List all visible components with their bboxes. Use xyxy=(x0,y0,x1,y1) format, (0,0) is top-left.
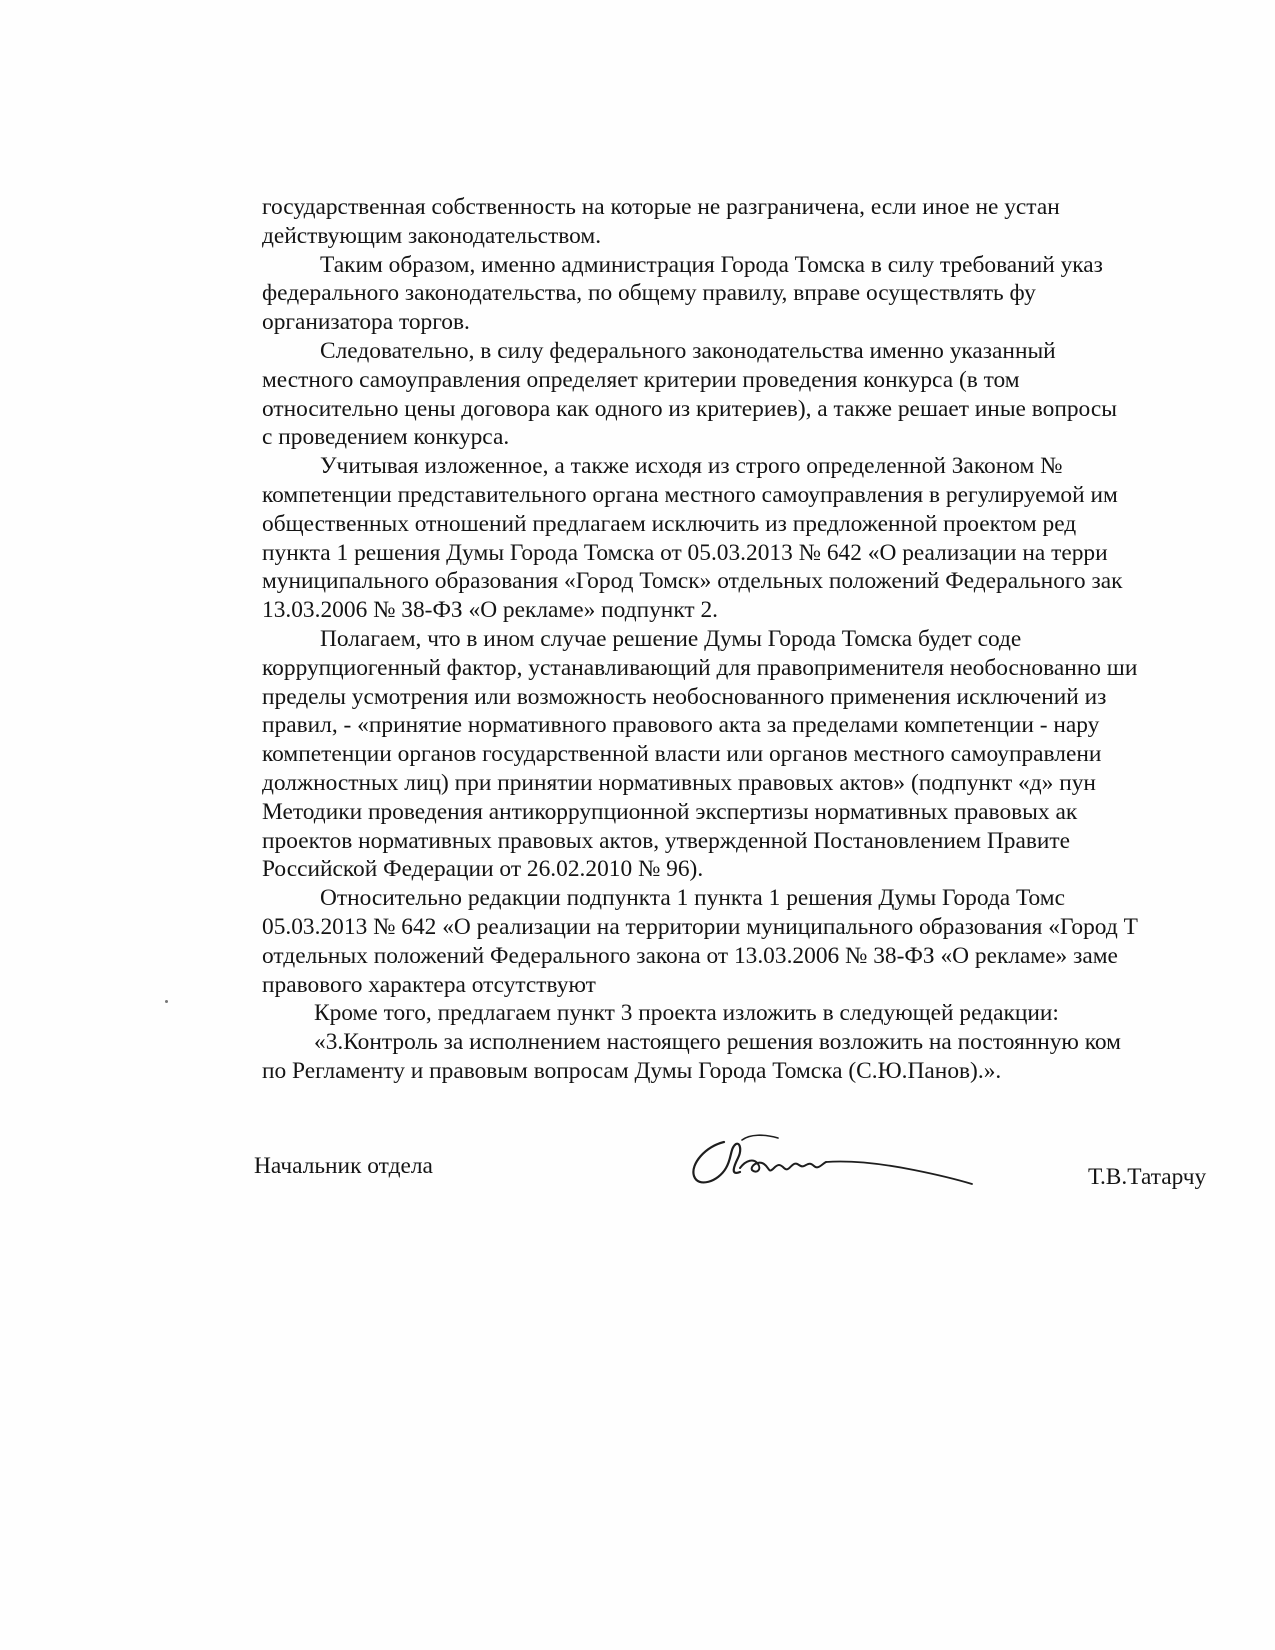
document-body xyxy=(262,193,1275,1183)
text-line: «3.Контроль за исполнением настоящего решения возложить на постоянную ком xyxy=(314,1029,1121,1056)
text-line: 13.03.2006 № 38-ФЗ «О рекламе» подпункт 2. xyxy=(262,597,718,624)
text-line: компетенции органов государственной власти или органов местного самоуправлени xyxy=(262,741,1102,768)
text-line: Кроме того, предлагаем пункт 3 проекта изложить в следующей редакции: xyxy=(314,1000,1059,1027)
paragraph xyxy=(262,193,1275,251)
handwritten-signature xyxy=(684,1124,984,1204)
paragraph xyxy=(262,999,1275,1028)
signatory-position: Начальник отдела xyxy=(254,1153,433,1179)
text-line: общественных отношений предлагаем исключить из предложенной проектом ред xyxy=(262,510,1077,537)
text-line: 05.03.2013 № 642 «О реализации на территории муниципального образования «Город Т xyxy=(262,913,1138,940)
text-line: Методики проведения антикоррупционной экспертизы нормативных правовых ак xyxy=(262,798,1078,825)
text-line: проектов нормативных правовых актов, утвержденной Постановлением Правите xyxy=(262,827,1071,854)
text-line: Следовательно, в силу федерального законодательства именно указанный xyxy=(320,337,1056,364)
text-line: Относительно редакции подпункта 1 пункта 1 решения Думы Города Томс xyxy=(320,885,1065,912)
paragraph xyxy=(262,1028,1275,1086)
text-line: местного самоуправления определяет критерии проведения конкурса (в том xyxy=(262,366,1020,393)
text-line: федерального законодательства, по общему правилу, вправе осуществлять фу xyxy=(262,280,1036,307)
paragraph xyxy=(262,251,1275,337)
text-line: компетенции представительного органа местного самоуправления в регулируемой им xyxy=(262,481,1118,508)
paragraph xyxy=(262,337,1275,452)
paragraph xyxy=(262,884,1275,999)
text-line: правового характера отсутствуют xyxy=(262,971,596,998)
paragraph xyxy=(262,452,1275,625)
text-line: коррупциогенный фактор, устанавливающий для правоприменителя необоснованно ши xyxy=(262,654,1138,681)
text-line: пределы усмотрения или возможность необоснованного применения исключений из xyxy=(262,683,1107,710)
text-line: отдельных положений Федерального закона от 13.03.2006 № 38-ФЗ «О рекламе» заме xyxy=(262,942,1118,969)
scan-speck xyxy=(165,1000,168,1003)
text-line: должностных лиц) при принятии нормативных правовых актов» (подпункт «д» пун xyxy=(262,769,1096,796)
signatory-name: Т.В.Татарчу xyxy=(1088,1164,1207,1190)
text-line: Таким образом, именно администрация Города Томска в силу требований указ xyxy=(320,251,1103,278)
text-line: пункта 1 решения Думы Города Томска от 05.03.2013 № 642 «О реализации на терри xyxy=(262,539,1108,566)
text-line: с проведением конкурса. xyxy=(262,424,510,451)
text-line: действующим законодательством. xyxy=(262,222,602,249)
text-line: Учитывая изложенное, а также исходя из строго определенной Законом № xyxy=(320,453,1063,480)
text-line: муниципального образования «Город Томск» отдельных положений Федерального зак xyxy=(262,568,1123,595)
text-line: правил, - «принятие нормативного правового акта за пределами компетенции - нару xyxy=(262,712,1100,739)
text-line: относительно цены договора как одного из критериев), а также решает иные вопросы xyxy=(262,395,1117,422)
text-line: по Регламенту и правовым вопросам Думы Города Томска (С.Ю.Панов).». xyxy=(262,1057,1002,1084)
text-line: государственная собственность на которые не разграничена, если иное не устан xyxy=(262,194,1060,220)
text-line: Российской Федерации от 26.02.2010 № 96). xyxy=(262,856,704,883)
text-line: Полагаем, что в ином случае решение Думы Города Томска будет соде xyxy=(320,625,1022,652)
paragraph xyxy=(262,625,1275,884)
signature-block xyxy=(254,1128,1275,1218)
text-line: организатора торгов. xyxy=(262,309,470,336)
